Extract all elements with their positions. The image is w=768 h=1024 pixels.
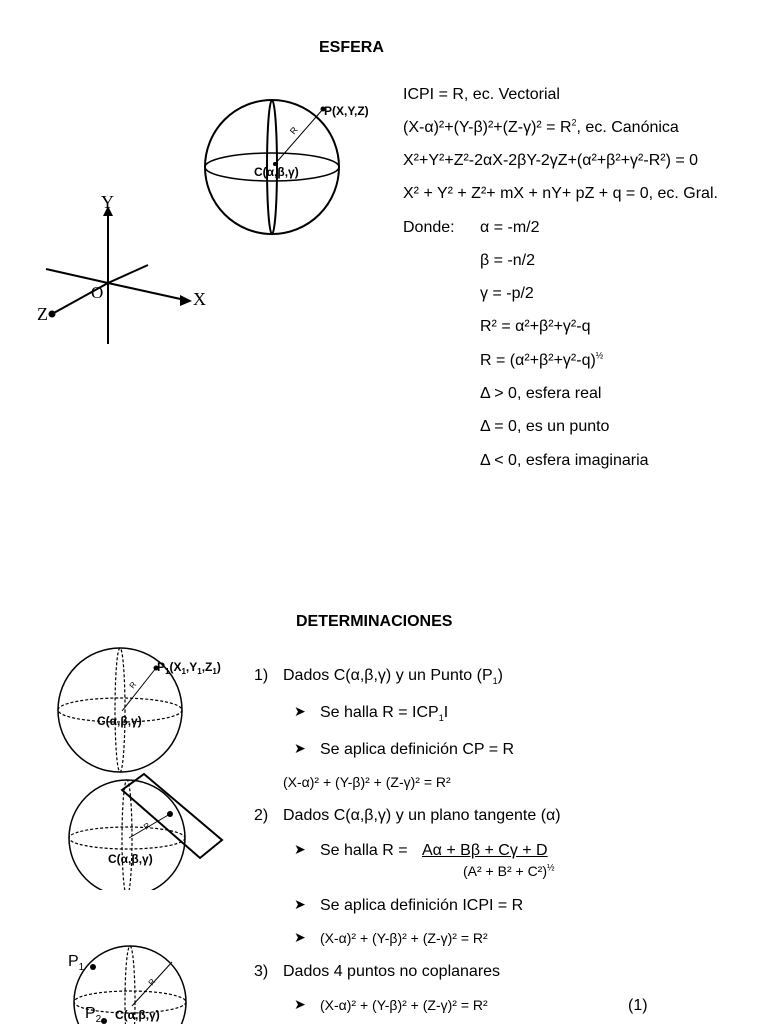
p1-label: $P_1$: [68, 953, 85, 973]
item2-bullet1-label: Se halla R =: [320, 842, 408, 859]
item2-bullet2: Se aplica definición ICPI = R: [320, 897, 524, 914]
radius-label: R: [141, 820, 152, 832]
origin-label: O: [91, 283, 104, 302]
item2-text: Dados C(α,β,γ) y un plano tangente (α): [283, 807, 561, 824]
page-title: ESFERA: [319, 39, 384, 56]
item1-bullet2: Se aplica definición CP = R: [320, 741, 515, 758]
eq-gamma: γ = -p/2: [480, 285, 534, 302]
arrowhead-bullet-icon: ➤: [294, 929, 306, 945]
arrowhead-bullet-icon: ➤: [294, 703, 306, 719]
sphere-points-diagram: [60, 940, 200, 1024]
axes-diagram: [30, 188, 215, 348]
radius-label: R: [127, 680, 139, 691]
eq-alpha: α = -m/2: [480, 219, 540, 236]
x-axis-label: X: [193, 289, 206, 309]
fraction-denominator: $(A^2 + B^2 + C^2)^{\frac{1}{2}}$: [463, 862, 555, 879]
item1-equation: (X-α)² + (Y-β)² + (Z-γ)² = R²: [283, 774, 451, 790]
item1-text: Dados C(α,β,γ) y un Punto $(P_1)$: [283, 667, 503, 687]
center-label: C(α,β,γ): [108, 852, 153, 866]
delta-positive: Δ > 0, esfera real: [480, 385, 602, 402]
delta-negative: Δ < 0, esfera imaginaria: [480, 452, 649, 469]
item1-number: 1): [254, 667, 269, 684]
y-axis-label: Y: [101, 192, 114, 212]
donde-label: Donde:: [403, 219, 455, 236]
eq-expanded: X²+Y²+Z²-2αX-2βY-2γZ+(α²+β²+γ²-R²) = 0: [403, 152, 699, 169]
section-title: DETERMINACIONES: [296, 613, 453, 630]
item3-number: 3): [254, 963, 269, 980]
arrowhead-bullet-icon: ➤: [294, 896, 306, 912]
item1-bullet1: Se halla $R = ICP_1I$: [320, 704, 449, 724]
eq-canonica: $(X-\alpha)^2+(Y-\beta)^2+(Z-\gamma)^2 = R^2$, ec. Canónica: [403, 117, 679, 136]
item3-bullet1: (X-α)² + (Y-β)² + (Z-γ)² = R²: [320, 997, 488, 1013]
sphere-point-diagram: [50, 645, 250, 775]
item2-number: 2): [254, 807, 269, 824]
equation-number: (1): [628, 997, 648, 1014]
point-label: P(X,Y,Z): [324, 104, 369, 118]
center-label: C(α,β,γ): [115, 1008, 160, 1022]
center-label: C(α,β,γ): [254, 165, 299, 179]
center-label: C(α,β,γ): [97, 714, 142, 728]
point-label: $P_1(X_1,Y_1,Z_1)$: [157, 660, 221, 676]
eq-general: X² + Y² + Z²+ mX + nY+ pZ + q = 0, ec. Gral.: [403, 185, 718, 202]
item3-text: Dados 4 puntos no coplanares: [283, 963, 501, 980]
eq-vectorial: ICPI = R, ec. Vectorial: [403, 86, 560, 103]
item2-bullet3: (X-α)² + (Y-β)² + (Z-γ)² = R²: [320, 930, 488, 946]
eq-r2: R² = α²+β²+γ²-q: [480, 318, 591, 335]
z-axis-label: Z: [37, 304, 48, 324]
sphere-plane-diagram: [60, 770, 235, 890]
arrowhead-bullet-icon: ➤: [294, 996, 306, 1012]
p2-label: $P_2$: [85, 1005, 102, 1024]
arrowhead-bullet-icon: ➤: [294, 841, 306, 857]
sphere-diagram: [200, 80, 385, 250]
eq-r: $R = (\alpha^2+\beta^2+\gamma^2-q)^{\frac{1}{2}}$: [480, 350, 604, 369]
delta-zero: Δ = 0, es un punto: [480, 418, 610, 435]
fraction-numerator: Aα + Bβ + Cγ + D: [422, 842, 548, 859]
eq-beta: β = -n/2: [480, 252, 536, 269]
radius-label: R: [287, 124, 300, 137]
radius-label: R: [146, 977, 158, 988]
arrowhead-bullet-icon: ➤: [294, 740, 306, 756]
